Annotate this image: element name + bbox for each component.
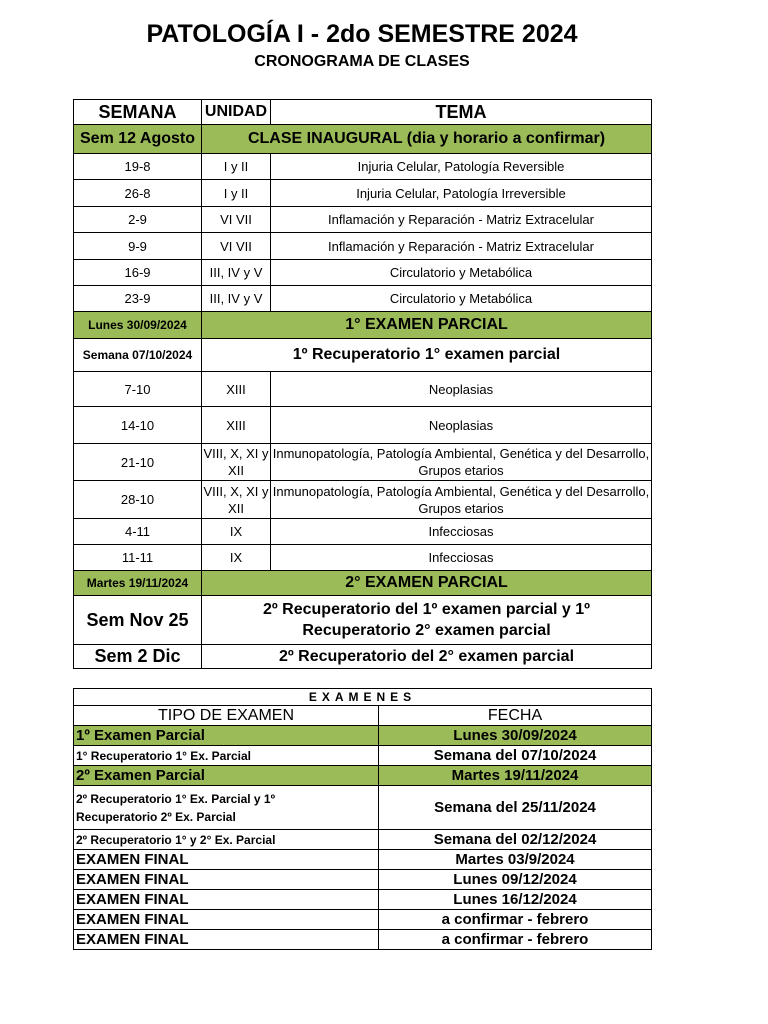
- row-tema: Circulatorio y Metabólica: [271, 286, 652, 312]
- header-tipo: TIPO DE EXAMEN: [74, 706, 379, 726]
- table-row: [74, 850, 652, 870]
- row-unidad: III, IV y V: [202, 260, 271, 286]
- table-row: [74, 890, 652, 910]
- exam-fecha: Semana del 02/12/2024: [379, 830, 652, 850]
- row-semana: 7-10: [74, 372, 202, 407]
- row-semana: 11-11: [74, 545, 202, 571]
- table-row: [74, 339, 652, 372]
- row-tema: 2° EXAMEN PARCIAL: [202, 571, 652, 596]
- table-row: [74, 571, 652, 596]
- table-row: [74, 180, 652, 207]
- table-row: [74, 125, 652, 154]
- row-unidad: IX: [202, 519, 271, 545]
- table-row: [74, 444, 652, 481]
- row-tema: Neoplasias: [271, 372, 652, 407]
- exam-fecha: Lunes 30/09/2024: [379, 726, 652, 746]
- row-unidad: IX: [202, 545, 271, 571]
- row-semana: 16-9: [74, 260, 202, 286]
- table-row: [74, 372, 652, 407]
- row-semana: 14-10: [74, 407, 202, 444]
- table-row: [74, 286, 652, 312]
- row-unidad: VIII, X, XI y XII: [202, 481, 271, 519]
- page-subtitle: CRONOGRAMA DE CLASES: [254, 53, 470, 70]
- row-tema: Inmunopatología, Patología Ambiental, Genética y del Desarrollo, Grupos etarios: [271, 481, 652, 519]
- exam-fecha: a confirmar - febrero: [379, 930, 652, 950]
- row-tema: 1° EXAMEN PARCIAL: [202, 312, 652, 339]
- exam-tipo: 2º Recuperatorio 1° y 2° Ex. Parcial: [74, 830, 379, 850]
- table-row: [74, 645, 652, 669]
- row-unidad: VI VII: [202, 207, 271, 233]
- table-row: [74, 260, 652, 286]
- exam-tipo: EXAMEN FINAL: [74, 870, 379, 890]
- exam-fecha: Lunes 16/12/2024: [379, 890, 652, 910]
- row-semana: 9-9: [74, 233, 202, 260]
- row-tema: 2º Recuperatorio del 2° examen parcial: [202, 645, 652, 669]
- exam-fecha: a confirmar - febrero: [379, 910, 652, 930]
- row-semana: 23-9: [74, 286, 202, 312]
- row-semana: 19-8: [74, 154, 202, 180]
- exam-fecha: Martes 19/11/2024: [379, 766, 652, 786]
- exam-fecha: Lunes 09/12/2024: [379, 870, 652, 890]
- row-tema: Neoplasias: [271, 407, 652, 444]
- exam-tipo: 2º Recuperatorio 1° Ex. Parcial y 1º Recuperatorio 2º Ex. Parcial: [74, 786, 379, 830]
- row-unidad: I y II: [202, 154, 271, 180]
- header-semana: SEMANA: [74, 100, 202, 125]
- header-fecha: FECHA: [379, 706, 652, 726]
- row-semana: Sem 2 Dic: [74, 645, 202, 669]
- exam-tipo: EXAMEN FINAL: [74, 910, 379, 930]
- table-row: [74, 766, 652, 786]
- table-row: [74, 930, 652, 950]
- row-semana: 26-8: [74, 180, 202, 207]
- exam-tipo: 1° Recuperatorio 1° Ex. Parcial: [74, 746, 379, 766]
- row-tema: CLASE INAUGURAL (dia y horario a confirmar): [202, 125, 652, 154]
- row-tema: Infecciosas: [271, 545, 652, 571]
- table-row: [74, 407, 652, 444]
- row-tema: Inflamación y Reparación - Matriz Extracelular: [271, 207, 652, 233]
- exam-fecha: Semana del 25/11/2024: [379, 786, 652, 830]
- row-tema: Infecciosas: [271, 519, 652, 545]
- row-semana: Lunes 30/09/2024: [74, 312, 202, 339]
- row-semana: 21-10: [74, 444, 202, 481]
- exam-tipo: EXAMEN FINAL: [74, 850, 379, 870]
- exam-fecha: Semana del 07/10/2024: [379, 746, 652, 766]
- row-tema: Inflamación y Reparación - Matriz Extracelular: [271, 233, 652, 260]
- row-tema: Injuria Celular, Patología Irreversible: [271, 180, 652, 207]
- exam-tipo: EXAMEN FINAL: [74, 930, 379, 950]
- exam-tipo: 1º Examen Parcial: [74, 726, 379, 746]
- row-semana: Semana 07/10/2024: [74, 339, 202, 372]
- row-tema: Circulatorio y Metabólica: [271, 260, 652, 286]
- table-row: [74, 233, 652, 260]
- row-tema: Injuria Celular, Patología Reversible: [271, 154, 652, 180]
- row-semana: Sem 12 Agosto: [74, 125, 202, 154]
- row-semana: Sem Nov 25: [74, 596, 202, 645]
- table-row: [74, 786, 652, 830]
- table-row: [74, 154, 652, 180]
- row-tema: Inmunopatología, Patología Ambiental, Genética y del Desarrollo, Grupos etarios: [271, 444, 652, 481]
- exam-tipo: 2º Examen Parcial: [74, 766, 379, 786]
- exams-table: [73, 688, 652, 950]
- row-unidad: III, IV y V: [202, 286, 271, 312]
- row-tema: 1º Recuperatorio 1° examen parcial: [202, 339, 652, 372]
- schedule-header-row: [74, 100, 652, 125]
- table-row: [74, 830, 652, 850]
- table-row: [74, 726, 652, 746]
- row-tema: 2º Recuperatorio del 1º examen parcial y 1º Recuperatorio 2° examen parcial: [202, 596, 652, 645]
- table-row: [74, 596, 652, 645]
- row-semana: 2-9: [74, 207, 202, 233]
- schedule-table: [73, 99, 652, 669]
- header-unidad: UNIDAD: [202, 100, 271, 125]
- table-row: [74, 312, 652, 339]
- row-unidad: I y II: [202, 180, 271, 207]
- header-tema: TEMA: [271, 100, 652, 125]
- exam-fecha: Martes 03/9/2024: [379, 850, 652, 870]
- row-semana: 28-10: [74, 481, 202, 519]
- exam-tipo: EXAMEN FINAL: [74, 890, 379, 910]
- table-row: [74, 481, 652, 519]
- row-unidad: VIII, X, XI y XII: [202, 444, 271, 481]
- table-row: [74, 870, 652, 890]
- table-row: [74, 207, 652, 233]
- table-row: [74, 545, 652, 571]
- table-row: [74, 746, 652, 766]
- page-title: PATOLOGÍA I - 2do SEMESTRE 2024: [146, 20, 578, 48]
- exams-header-row: [74, 706, 652, 726]
- table-row: [74, 519, 652, 545]
- row-semana: 4-11: [74, 519, 202, 545]
- row-unidad: XIII: [202, 407, 271, 444]
- row-semana: Martes 19/11/2024: [74, 571, 202, 596]
- table-row: [74, 910, 652, 930]
- row-unidad: XIII: [202, 372, 271, 407]
- exams-heading: EXAMENES: [74, 689, 652, 706]
- row-unidad: VI VII: [202, 233, 271, 260]
